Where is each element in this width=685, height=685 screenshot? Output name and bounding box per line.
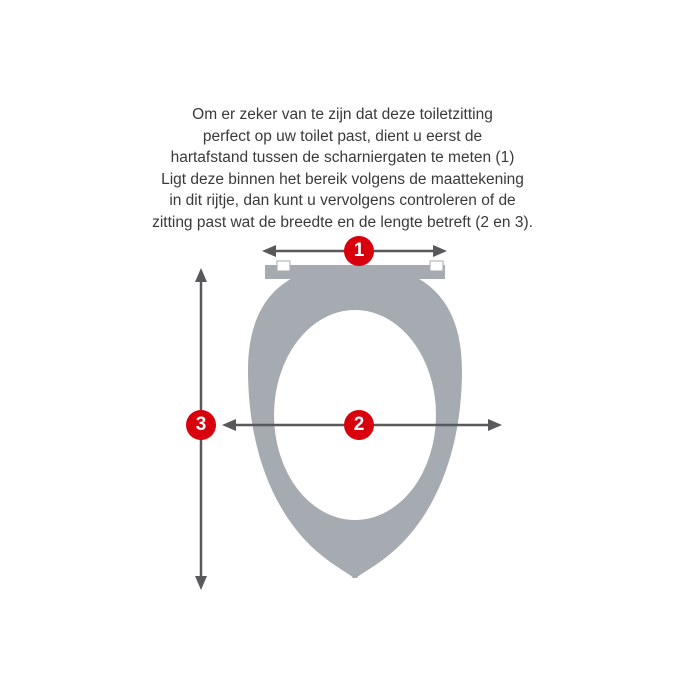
instructions-line: Ligt deze binnen het bereik volgens de maattekening <box>161 170 524 188</box>
instructions-line: hartafstand tussen de scharniergaten te meten (1) <box>170 149 515 166</box>
instructions-line: in dit rijtje, dan kunt u vervolgens controleren of de <box>169 192 516 209</box>
measurement-marker-2: 2 <box>344 410 374 440</box>
hinge-hole-right <box>430 261 443 271</box>
instructions-line: zitting past wat de breedte en de lengte betreft (2 en 3). <box>152 213 533 231</box>
instructions-line: perfect op uw toilet past, dient u eerst de <box>202 127 483 145</box>
instructions-line: Om er zeker van te zijn dat deze toiletzitting <box>192 106 493 123</box>
hinge-hole-left <box>277 261 290 271</box>
measurement-marker-3: 3 <box>186 410 216 440</box>
measurement-marker-1: 1 <box>344 236 374 266</box>
